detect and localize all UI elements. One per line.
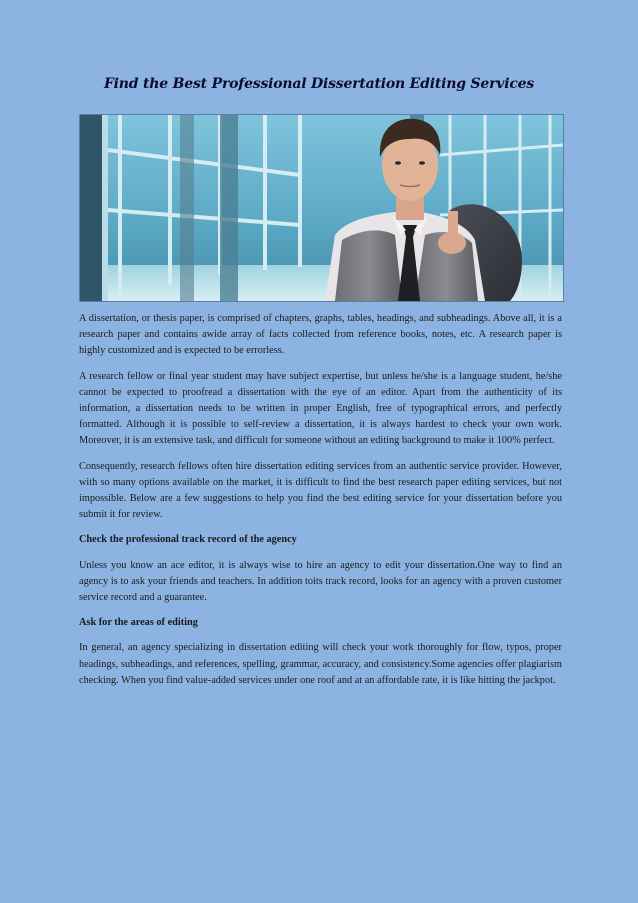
body-paragraph: In general, an agency specializing in dissertation editing will check your work thoroughly for flow, typos, proper headings, subheadings, and references, spelling, grammar, accuracy, and consistency.Some agencies offer plagiarism checking. When you find value-added services under one roof and at an affordable rate, it is like hitting the jackpot.: [79, 642, 562, 686]
section-heading: Check the professional track record of the agency: [79, 534, 297, 546]
body-paragraph: Unless you know an ace editor, it is always wise to hire an agency to edit your dissertation.One way to find an agency is to ask your friends and teachers. In addition toits track record, looks for an agency with a proven customer service record and a guarantee.: [79, 559, 562, 604]
hero-photo: [79, 114, 564, 302]
body-paragraph: Consequently, research fellows often hire dissertation editing services from an authentic service provider. However, with so many options available on the market, it is difficult to find the best research paper editing services, but not impossible. Below are a few suggestions to help you find the best editing service for your dissertation before you submit it for review.: [79, 460, 562, 521]
businessman-office-illustration: [80, 115, 563, 301]
intro-paragraph: A dissertation, or thesis paper, is comprised of chapters, graphs, tables, headings, and subheadings. Above all, it is a research paper and contains awide array of facts collected from reference books, notes, etc. A research paper is highly customized and is expected to be errorless.: [79, 313, 562, 357]
section-heading: Ask for the areas of editing: [79, 617, 198, 629]
page-title: Find the Best Professional Dissertation Editing Services: [103, 76, 535, 92]
article-body: [79, 311, 562, 698]
body-paragraph: A research fellow or final year student may have subject expertise, but unless he/she is a language student, he/she cannot be expected to proofread a dissertation with the eye of an editor. Apart from the authenticity of its information, a dissertation needs to be written in proper English, free of typographical errors, and perfectly formatted. Although it is possible to self-review a dissertation, it is always hardest to check your own work. Moreover, it is an extensive task, and difficult for someone without an editing background to make it 100% perfect.: [79, 370, 562, 447]
